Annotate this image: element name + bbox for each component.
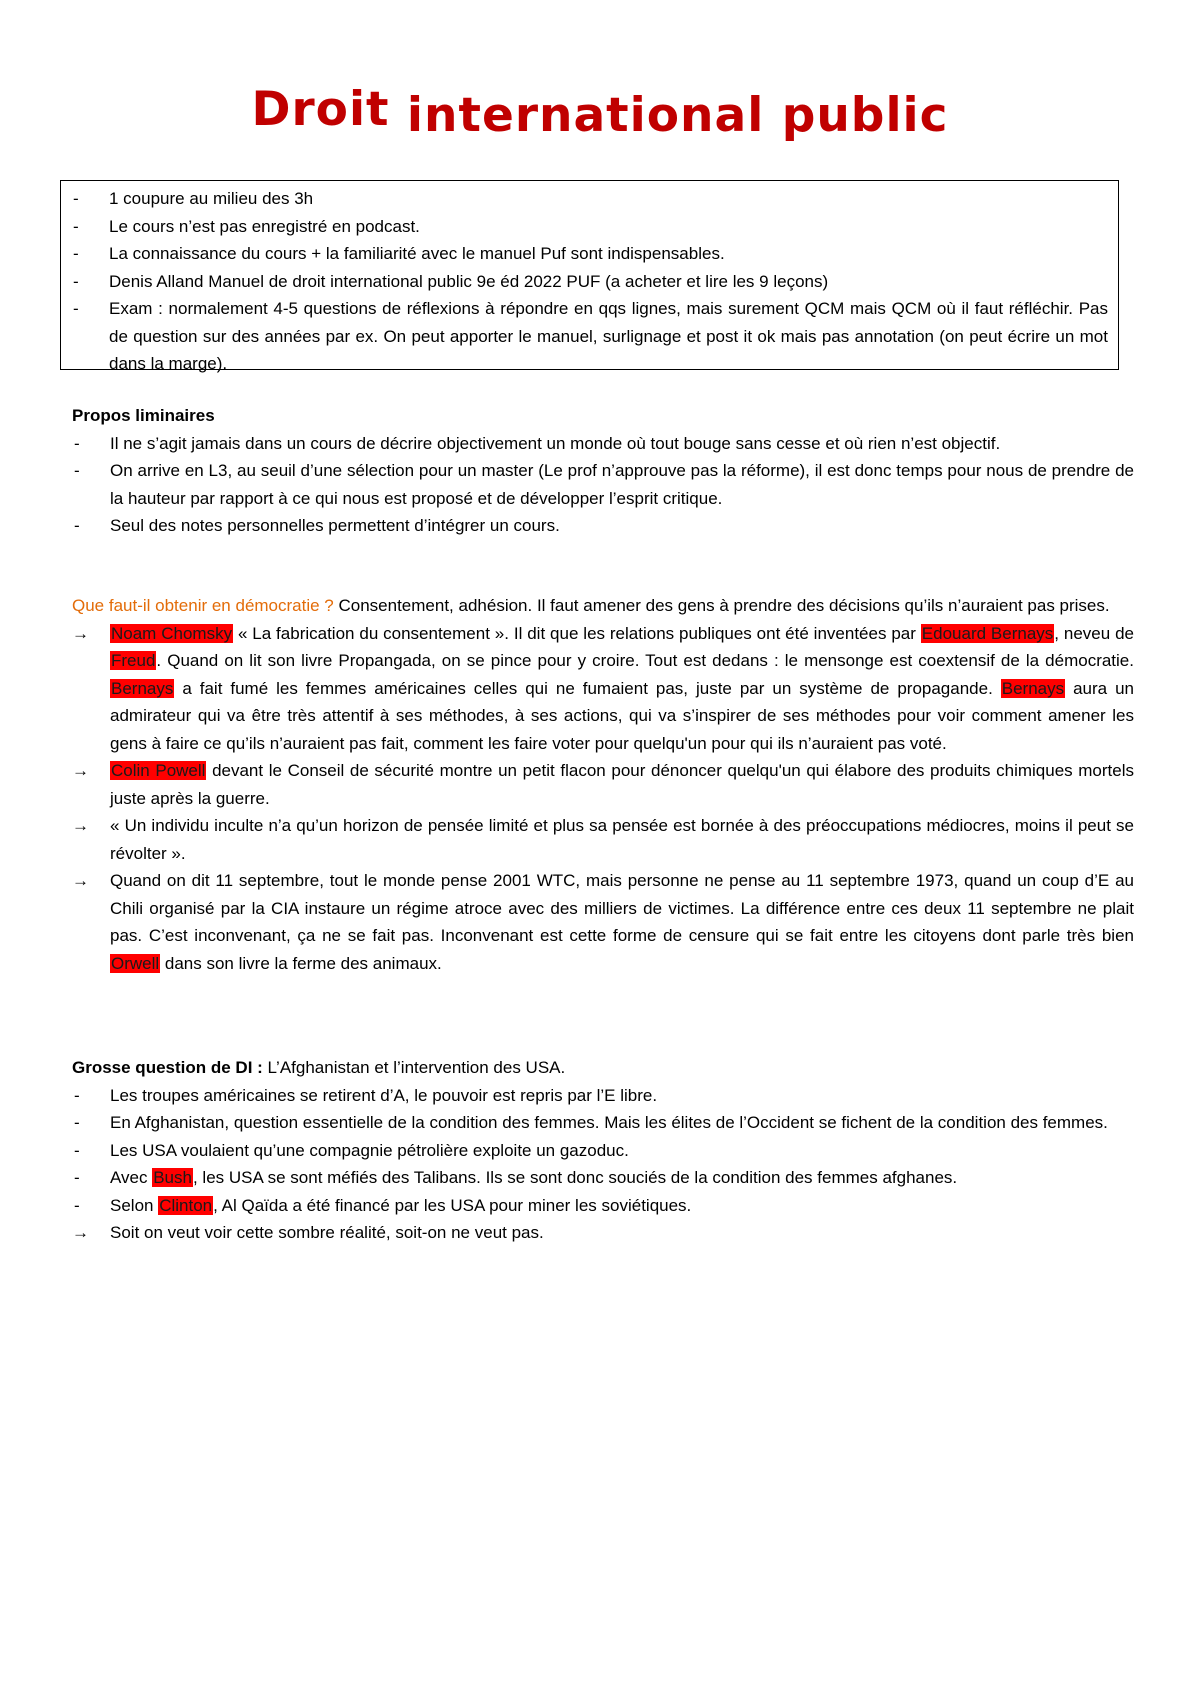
propos-list	[72, 430, 1134, 540]
highlight: Freud	[111, 651, 156, 670]
text-run: Selon	[110, 1195, 159, 1215]
list-item	[72, 1164, 1134, 1192]
text-run: , neveu de	[1054, 623, 1134, 643]
highlight: Bernays	[111, 678, 174, 698]
title-word-droit: Droit	[251, 82, 390, 137]
list-item: - Denis Alland Manuel de droit international public 9e éd 2022 PUF (a acheter et lire les 9 leçons)	[71, 268, 1108, 296]
list-item: - Exam : normalement 4-5 questions de réflexions à répondre en qqs lignes, mais surement QCM mais QCM où il faut réfléchir. Pas de question sur des années par ex. On peut apporter le manuel, surlignage et post it ok mais pas annotation (on peut écrire un mot dans la marge).	[71, 295, 1108, 378]
list-item	[72, 1192, 1134, 1220]
list-item: - Le cours n’est pas enregistré en podcast.	[71, 213, 1108, 241]
highlight: Colin Powell	[111, 761, 206, 780]
list-item: - Il ne s’agit jamais dans un cours de décrire objectivement un monde où tout bouge sans cesse et où rien n’est objectif.	[72, 430, 1134, 458]
text-run: dans son livre la ferme des animaux.	[160, 953, 442, 973]
list-item: - Les troupes américaines se retirent d’A, le pouvoir est repris par l’E libre.	[72, 1082, 1134, 1110]
highlight: Bush	[153, 1168, 192, 1187]
grosse-dash-list	[72, 1082, 1134, 1220]
democratie-answer: Consentement, adhésion. Il faut amener des gens à prendre des décisions qu’ils n’auraient pas prises.	[333, 596, 1110, 615]
text-run: « La fabrication du consentement ». Il dit que les relations publiques ont été inventées par	[233, 623, 921, 643]
text-run: , les USA se sont méfiés des Talibans. Ils se sont donc souciés de la condition des femmes afghanes.	[192, 1168, 958, 1187]
highlight: Noam Chomsky	[111, 623, 233, 643]
propos-section	[72, 402, 1134, 540]
democratie-intro	[72, 592, 1134, 620]
page-title	[0, 82, 1200, 143]
highlight: Orwell	[111, 953, 160, 973]
section-heading: Propos liminaires	[72, 406, 215, 425]
grosse-arrow-list	[72, 1219, 1134, 1247]
list-item: - Les USA voulaient qu’une compagnie pétrolière exploite un gazoduc.	[72, 1137, 1134, 1165]
list-item: - Seul des notes personnelles permettent d’intégrer un cours.	[72, 512, 1134, 540]
text-run: . Quand on lit son livre Propangada, on se pince pour y croire. Tout est dedans : le mensonge est coextensif de la démocratie.	[156, 651, 1134, 670]
highlight: Edouard Bernays	[921, 623, 1054, 643]
orange-question: Que faut-il obtenir en démocratie ?	[72, 596, 334, 615]
highlight: Clinton	[159, 1195, 213, 1215]
section-heading	[72, 1054, 1134, 1082]
text-run: aura un admirateur qui va être très attentif à ses méthodes, à ses actions, qui va s’inspirer de ses méthodes pour voir comment amener les gens à faire ce qu’ils n’auraient pas fait, comment les faire voter pour quelqu'un pour qui ils n’auraient pas voté.	[110, 678, 1134, 753]
heading-bold: Grosse question de DI :	[72, 1058, 263, 1077]
list-item	[72, 757, 1134, 812]
list-item: - 1 coupure au milieu des 3h	[71, 185, 1108, 213]
text-run: devant le Conseil de sécurité montre un petit flacon pour dénoncer quelqu'un qui élabore des produits chimiques mortels juste après la guerre.	[110, 761, 1135, 808]
course-info-box	[60, 180, 1119, 373]
democratie-section	[72, 592, 1134, 977]
course-info-list	[71, 185, 1108, 378]
text-run: Avec	[110, 1168, 153, 1187]
list-item	[72, 620, 1134, 758]
democratie-arrow-list	[72, 620, 1134, 978]
list-item: - En Afghanistan, question essentielle de la condition des femmes. Mais les élites de l’Occident se fichent de la condition des femmes.	[72, 1109, 1134, 1137]
list-item	[72, 867, 1134, 977]
text-run: , Al Qaïda a été financé par les USA pour miner les soviétiques.	[213, 1195, 692, 1215]
title-rest: international public	[406, 88, 949, 143]
list-item: → Soit on veut voir cette sombre réalité, soit-on ne veut pas.	[72, 1219, 1134, 1247]
list-item: - On arrive en L3, au seuil d’une sélection pour un master (Le prof n’approuve pas la réforme), il est donc temps pour nous de prendre de la hauteur par rapport à ce qui nous est proposé et de développer l’esprit critique.	[72, 457, 1134, 512]
list-item: → « Un individu inculte n’a qu’un horizon de pensée limité et plus sa pensée est bornée à des préoccupations médiocres, moins il peut se révolter ».	[72, 812, 1134, 867]
heading-rest: L’Afghanistan et l’intervention des USA.	[262, 1058, 566, 1077]
text-run: Quand on dit 11 septembre, tout le monde pense 2001 WTC, mais personne ne pense au 11 septembre 1973, quand un coup d’E au Chili organisé par la CIA instaure un régime atroce avec des milliers de victimes. La différence entre ces deux 11 septembre ne plait pas. C’est inconvenant, ça ne se fait pas. Inconvenant est cette forme de censure qui se fait entre les citoyens dont parle très bien	[110, 871, 1134, 945]
grosse-question-section	[72, 1054, 1134, 1247]
list-item: - La connaissance du cours + la familiarité avec le manuel Puf sont indispensables.	[71, 240, 1108, 268]
highlight: Bernays	[1001, 678, 1065, 698]
text-run: a fait fumé les femmes américaines celles qui ne fumaient pas, juste par un système de propagande.	[174, 678, 1001, 698]
